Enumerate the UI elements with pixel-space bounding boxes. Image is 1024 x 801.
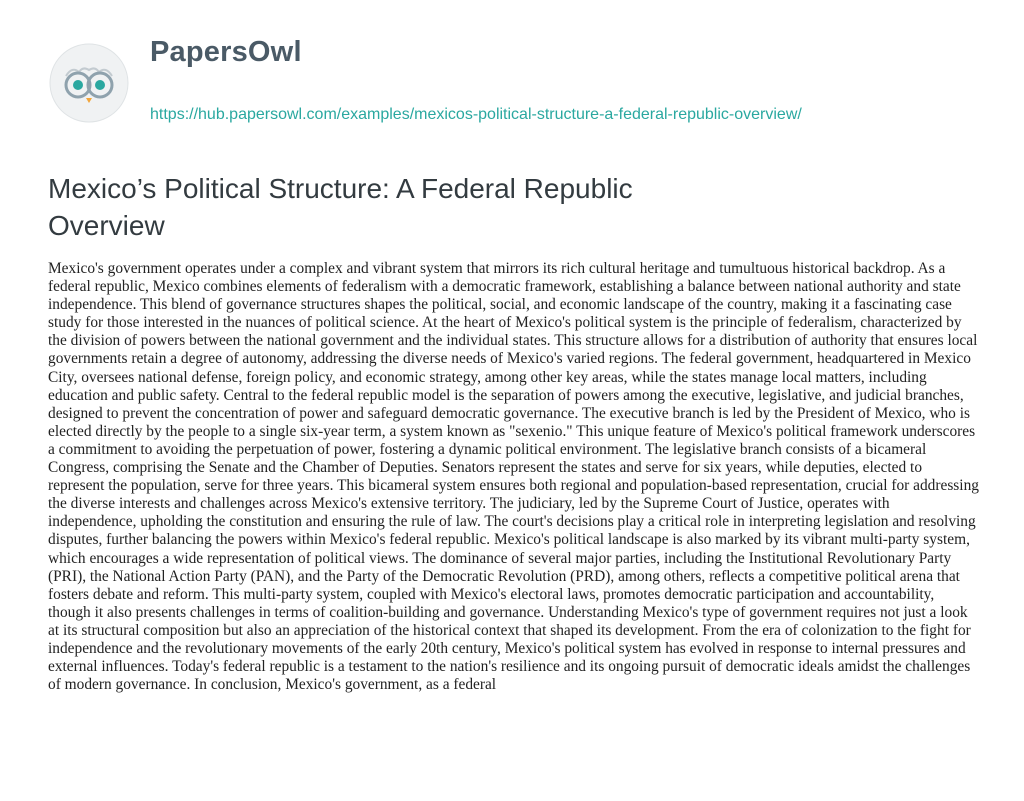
brand-name[interactable]: PapersOwl bbox=[150, 36, 302, 68]
owl-logo-icon[interactable] bbox=[48, 42, 130, 124]
site-header bbox=[48, 36, 1008, 136]
article-body: Mexico's government operates under a complex and vibrant system that mirrors its rich cultural heritage and tumultuous historical backdrop. As a federal republic, Mexico combines elements of federalism with a democratic framework, establishing a balance between national authority and state independence. This blend of governance structures shapes the political, social, and economic landscape of the country, making it a fascinating case study for those interested in the nuances of political science. At the heart of Mexico's political system is the principle of federalism, characterized by the division of powers between the national government and the individual states. This structure allows for a distribution of authority that ensures local governments retain a degree of autonomy, addressing the diverse needs of Mexico's varied regions. The federal government, headquartered in Mexico City, oversees national defense, foreign policy, and economic strategy, among other key areas, while the states manage local matters, including education and public safety. Central to the federal republic model is the separation of powers among the executive, legislative, and judicial branches, designed to prevent the concentration of power and safeguard democratic governance. The executive branch is led by the President of Mexico, who is elected directly by the people to a single six-year term, a system known as "sexenio." This unique feature of Mexico's political framework underscores a commitment to avoiding the perpetuation of power, fostering a dynamic political environment. The legislative branch consists of a bicameral Congress, comprising the Senate and the Chamber of Deputies. Senators represent the states and serve for six years, while deputies, elected to represent the population, serve for three years. This bicameral system ensures both regional and population-based representation, crucial for addressing the diverse interests and challenges across Mexico's extensive territory. The judiciary, led by the Supreme Court of Justice, operates with independence, upholding the constitution and ensuring the rule of law. The court's decisions play a critical role in interpreting legislation and resolving disputes, further balancing the powers within Mexico's federal republic. Mexico's political landscape is also marked by its vibrant multi-party system, which encourages a wide representation of political views. The dominance of several major parties, including the Institutional Revolutionary Party (PRI), the National Action Party (PAN), and the Party of the Democratic Revolution (PRD), among others, reflects a competitive political arena that fosters debate and reform. This multi-party system, coupled with Mexico's electoral laws, promotes democratic participation and accountability, though it also presents challenges in terms of coalition-building and governance. Understanding Mexico's type of government requires not just a look at its structural composition but also an appreciation of the historical context that shaped its development. From the era of colonization to the fight for independence and the revolutionary movements of the early 20th century, Mexico's political system has evolved in response to internal pressures and external influences. Today's federal republic is a testament to the nation's resilience and its ongoing pursuit of democratic ideals amidst the challenges of modern governance. In conclusion, Mexico's government, as a federal bbox=[48, 260, 979, 694]
source-url-link[interactable]: https://hub.papersowl.com/examples/mexicos-political-structure-a-federal-republic-overview/ bbox=[150, 106, 802, 123]
page-title: Mexico’s Political Structure: A Federal Republic Overview bbox=[48, 173, 633, 241]
